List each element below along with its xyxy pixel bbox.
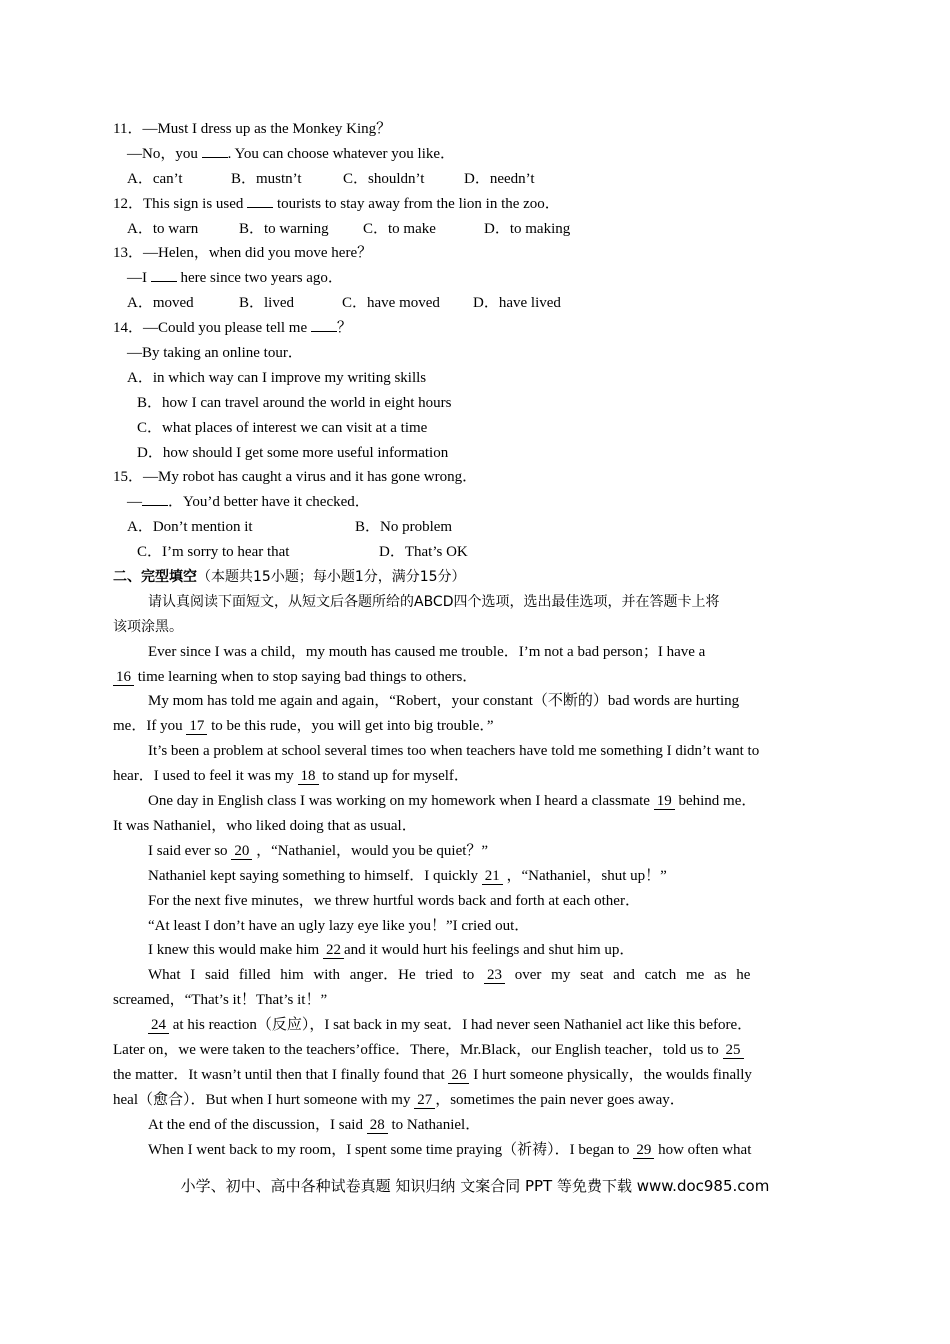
q14-reply: —By taking an online tour．: [127, 345, 303, 362]
q13-option-b: B．lived: [239, 295, 294, 312]
q12-options: [113, 217, 838, 242]
passage-line: screamed，“That’s it！That’s it！”: [113, 992, 328, 1009]
passage-text: to be this rude，you will get into big trouble．”: [211, 718, 494, 735]
q15-option-d: D．That’s OK: [379, 544, 468, 561]
passage-line: [113, 1063, 838, 1088]
passage-text: I hurt someone physically，the woulds finally: [473, 1066, 752, 1083]
passage-line: It was Nathaniel，who liked doing that as usual．: [113, 817, 417, 834]
q14-option-a: A．in which way can I improve my writing skills: [127, 369, 427, 386]
blank-24: 24: [148, 1018, 169, 1034]
q15-reply-b: ．You’d better have it checked．: [168, 494, 370, 511]
q12-option-d: D．to making: [484, 220, 571, 237]
q11-option-d: D．needn’t: [464, 170, 535, 187]
passage-line: [113, 938, 838, 963]
q13-stem: 13．—Helen，when did you move here？: [113, 245, 373, 262]
passage-text: I knew this would make him: [148, 942, 320, 959]
q11-reply: [113, 142, 838, 167]
passage-text: I said ever so: [148, 842, 228, 859]
passage-line: [113, 665, 838, 690]
passage-line: [113, 1138, 838, 1163]
blank-16: 16: [113, 670, 134, 686]
passage-line: [113, 764, 838, 789]
q13-reply-b: here since two years ago．: [180, 270, 343, 287]
q11-option-c: C．shouldn’t: [343, 170, 425, 187]
blank-28: 28: [367, 1118, 388, 1134]
q15-blank: [142, 505, 168, 506]
q11-options: [113, 167, 838, 192]
passage-text: hear．I used to feel it was my: [113, 768, 294, 785]
q11-option-a: A．can’t: [127, 170, 183, 187]
passage-text: over my seat and catch me as he: [514, 967, 751, 984]
passage-line: “At least I don’t have an ugly lazy eye like you！”I cried out．: [148, 917, 530, 934]
passage-text: Later on，we were taken to the teachers’office．There，Mr.Black，our English teacher，told us to: [113, 1041, 719, 1058]
q13-option-c: C．have moved: [342, 295, 440, 312]
passage-text: at his reaction（反应），I sat back in my seat．I had never seen Nathaniel act like this before．: [172, 1017, 753, 1034]
q15-option-a: A．Don’t mention it: [127, 519, 253, 536]
q12-blank: [247, 207, 273, 208]
q13-reply-a: —I: [127, 270, 147, 287]
passage-text: the matter．It wasn’t until then that I finally found that: [113, 1066, 445, 1083]
q14-stem-b: ？: [336, 320, 352, 337]
q13-blank: [151, 281, 177, 282]
passage-line: [113, 1038, 838, 1063]
passage-line: My mom has told me again and again，“Robert，your constant（不断的）bad words are hurting: [148, 693, 740, 710]
passage-text: Nathaniel kept saying something to himself．I quickly: [148, 867, 478, 884]
blank-29: 29: [633, 1143, 654, 1159]
passage-text: What I said filled him with anger．He tried to: [148, 967, 475, 984]
passage-text: to Nathaniel．: [391, 1116, 481, 1133]
passage-text: When I went back to my room，I spent some time praying（祈祷）．I began to: [148, 1141, 630, 1158]
q14-option-d: D．how should I get some more useful information: [137, 444, 449, 461]
passage-line: [113, 839, 838, 864]
passage-line: [113, 1088, 838, 1113]
passage-line: [113, 1113, 838, 1138]
passage-text: ，“Nathaniel，would you be quiet？”: [256, 842, 489, 859]
passage-text: ，“Nathaniel，shut up！”: [506, 867, 667, 884]
q12-stem-a: 12．This sign is used: [113, 195, 244, 212]
q15-stem: 15．—My robot has caught a virus and it has gone wrong．: [113, 469, 478, 486]
passage-text: At the end of the discussion，I said: [148, 1116, 363, 1133]
passage-text: heal（愈合）．But when I hurt someone with my: [113, 1091, 411, 1108]
q13-option-a: A．moved: [127, 295, 194, 312]
blank-27: 27: [414, 1093, 435, 1109]
passage-text: time learning when to stop saying bad things to others．: [137, 668, 478, 685]
blank-19: 19: [654, 794, 675, 810]
q15-reply-a: —: [127, 494, 142, 511]
passage-text: to stand up for myself．: [322, 768, 469, 785]
q11-option-b: B．mustn’t: [231, 170, 302, 187]
passage-line: [113, 963, 838, 988]
passage-line: [113, 864, 838, 889]
passage-line: [113, 714, 838, 739]
q14-option-c: C．what places of interest we can visit at a time: [137, 419, 428, 436]
passage-text: how often what: [658, 1141, 752, 1158]
q14-stem-a: 14．—Could you please tell me: [113, 320, 308, 337]
q14-option-b: B．how I can travel around the world in eight hours: [137, 394, 452, 411]
q12-stem: [113, 192, 838, 217]
q15-options-ab: [113, 515, 838, 540]
passage-text: behind me．: [678, 793, 757, 810]
q15-option-c: C．I’m sorry to hear that: [137, 544, 290, 561]
blank-22: 22: [323, 943, 344, 959]
section2-title: 二、完型填空: [113, 569, 197, 586]
q11-reply-a: —No，you: [127, 145, 198, 162]
blank-17: 17: [186, 719, 207, 735]
exam-page: [113, 117, 838, 1162]
q14-stem: [113, 316, 838, 341]
q15-options-cd: [113, 540, 838, 565]
passage-line: [113, 789, 838, 814]
page-footer: 小学、初中、高中各种试卷真题 知识归纳 文案合同 PPT 等免费下载 www.doc985.com: [180, 1177, 770, 1195]
passage-text: and it would hurt his feelings and shut him up．: [343, 942, 635, 959]
blank-23: 23: [484, 968, 505, 984]
blank-20: 20: [231, 844, 252, 860]
passage-line: [113, 1013, 838, 1038]
passage-line: It’s been a problem at school several times too when teachers have told me something I didn’t want to: [148, 743, 760, 760]
q14-blank: [311, 331, 337, 332]
q11-reply-b: . You can choose whatever you like．: [227, 145, 456, 162]
section2-instruction-2: 该项涂黑。: [113, 618, 183, 635]
blank-18: 18: [298, 769, 319, 785]
q12-stem-b: tourists to stay away from the lion in the zoo．: [276, 195, 560, 212]
blank-25: 25: [723, 1043, 744, 1059]
passage-line: For the next five minutes，we threw hurtful words back and forth at each other．: [148, 892, 640, 909]
q12-option-b: B．to warning: [239, 220, 329, 237]
q12-option-a: A．to warn: [127, 220, 199, 237]
section2-heading: [113, 565, 838, 590]
q13-options: [113, 291, 838, 316]
blank-26: 26: [448, 1068, 469, 1084]
q15-reply: [113, 490, 838, 515]
q15-option-b: B．No problem: [355, 519, 453, 536]
blank-21: 21: [482, 869, 503, 885]
passage-line: Ever since I was a child，my mouth has caused me trouble．I’m not a bad person；I have a: [148, 643, 706, 660]
section2-instruction-1: 请认真阅读下面短文，从短文后各题所给的ABCD四个选项，选出最佳选项，并在答题卡上将: [148, 593, 720, 610]
q13-option-d: D．have lived: [473, 295, 561, 312]
q13-reply: [113, 266, 838, 291]
passage-text: me．If you: [113, 718, 183, 735]
section2-note: （本题共15小题；每小题1分，满分15分）: [197, 569, 466, 586]
passage-text: ，sometimes the pain never goes away．: [435, 1091, 685, 1108]
q12-option-c: C．to make: [363, 220, 436, 237]
passage-text: One day in English class I was working on my homework when I heard a classmate: [148, 793, 650, 810]
q11-stem: 11．—Must I dress up as the Monkey King？: [113, 121, 392, 137]
q11-blank: [202, 157, 228, 158]
